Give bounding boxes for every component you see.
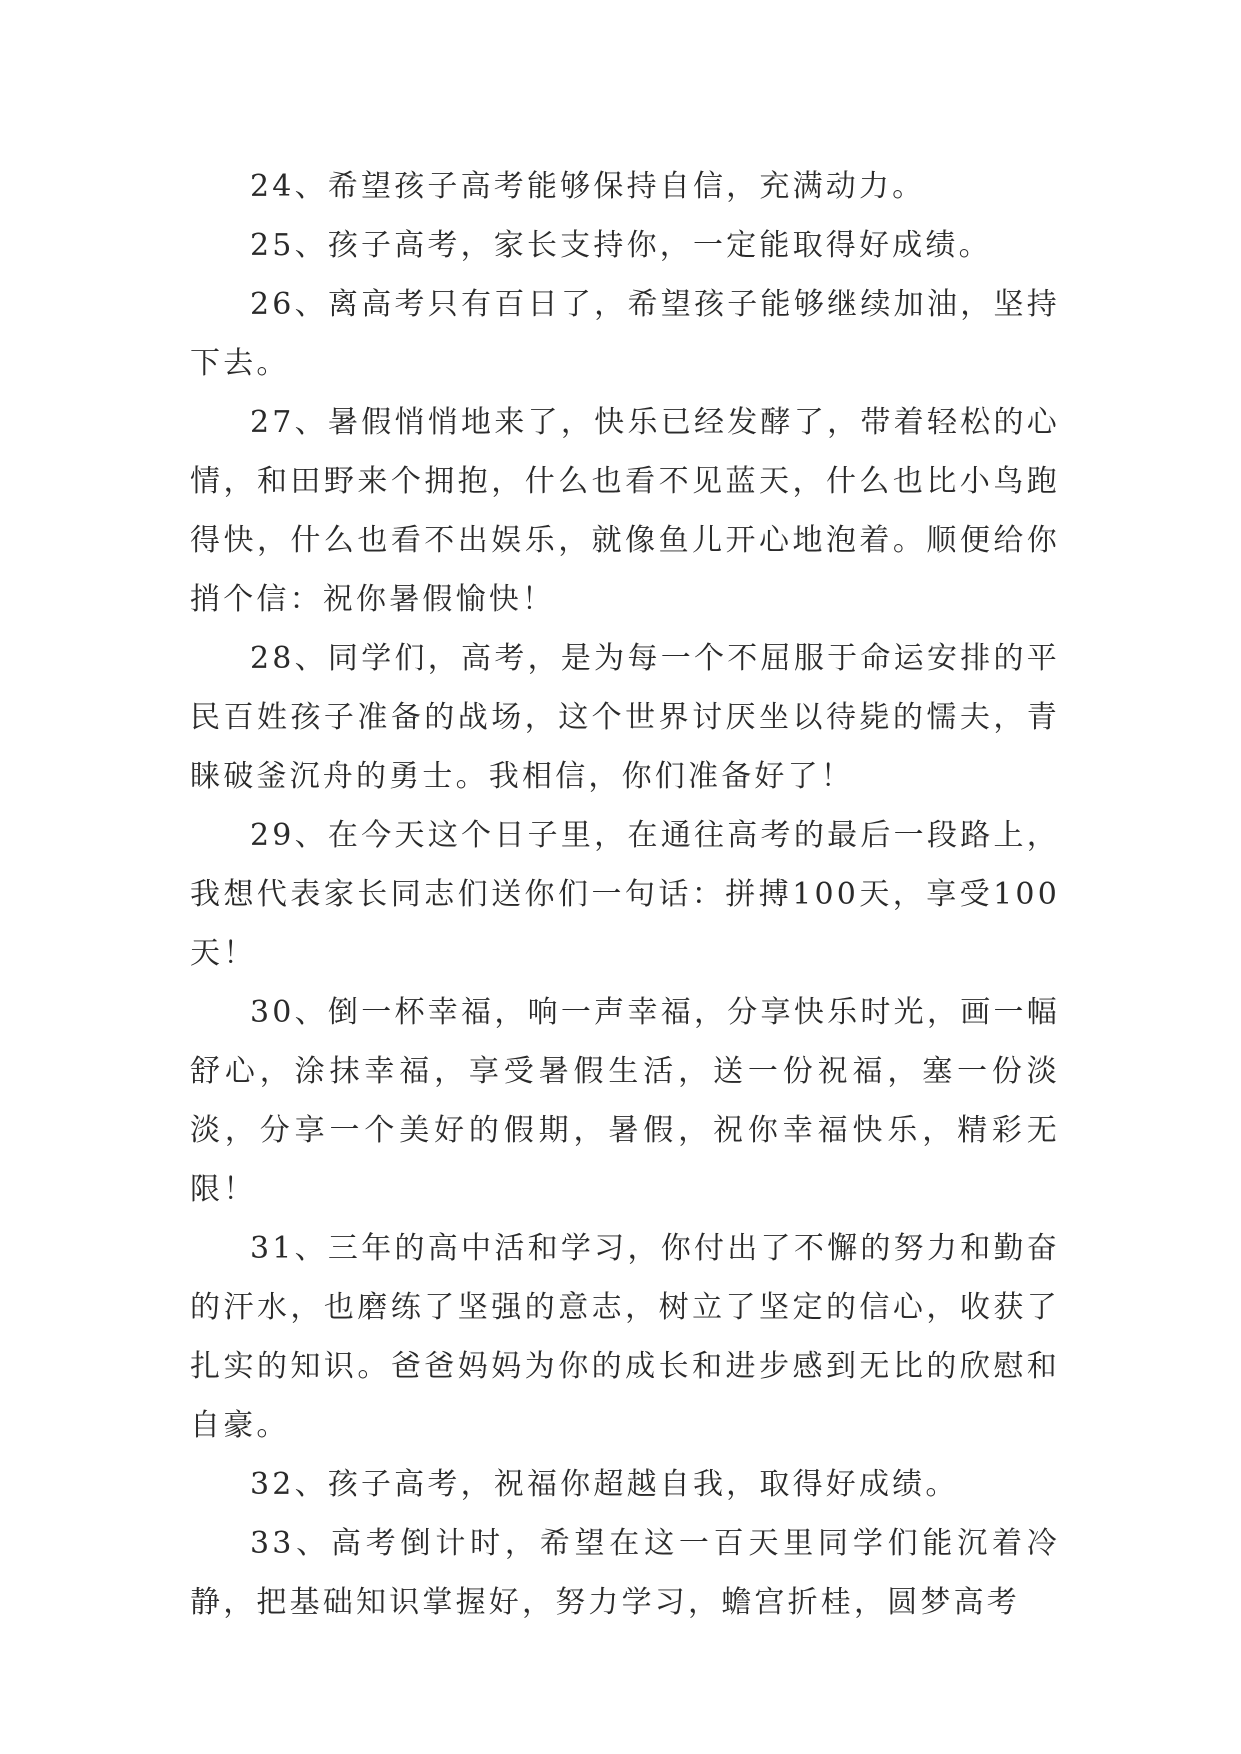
paragraph-32: 32、孩子高考，祝福你超越自我，取得好成绩。 [250, 1467, 959, 1502]
paragraph-26: 26、离高考只有百日了，希望孩子能够继续加油，坚持下去。 [190, 287, 1060, 381]
paragraph-31: 31、三年的高中活和学习，你付出了不懈的努力和勤奋的汗水，也磨练了坚强的意志，树立了坚定的信心，收获了扎实的知识。爸爸妈妈为你的成长和进步感到无比的欣慰和自豪。 [190, 1231, 1060, 1443]
paragraph-28: 28、同学们，高考，是为每一个不屈服于命运安排的平民百姓孩子准备的战场，这个世界讨厌坐以待毙的懦夫，青睐破釜沉舟的勇士。我相信，你们准备好了！ [190, 641, 1060, 794]
paragraph-25: 25、孩子高考，家长支持你，一定能取得好成绩。 [250, 228, 992, 263]
paragraph-33: 33、高考倒计时，希望在这一百天里同学们能沉着冷静，把基础知识掌握好，努力学习，蟾宫折桂，圆梦高考 [190, 1526, 1060, 1620]
document-body [190, 157, 1060, 1632]
paragraph-30: 30、倒一杯幸福，响一声幸福，分享快乐时光，画一幅舒心，涂抹幸福，享受暑假生活，送一份祝福，塞一份淡淡，分享一个美好的假期，暑假，祝你幸福快乐，精彩无限！ [190, 995, 1060, 1207]
paragraph-29: 29、在今天这个日子里，在通往高考的最后一段路上，我想代表家长同志们送你们一句话：拼搏100天，享受100天！ [190, 818, 1060, 971]
paragraph-27: 27、暑假悄悄地来了，快乐已经发酵了，带着轻松的心情，和田野来个拥抱，什么也看不见蓝天，什么也比小鸟跑得快，什么也看不出娱乐，就像鱼儿开心地泡着。顺便给你捎个信：祝你暑假愉快！ [190, 405, 1060, 617]
paragraph-24: 24、希望孩子高考能够保持自信，充满动力。 [250, 169, 926, 204]
